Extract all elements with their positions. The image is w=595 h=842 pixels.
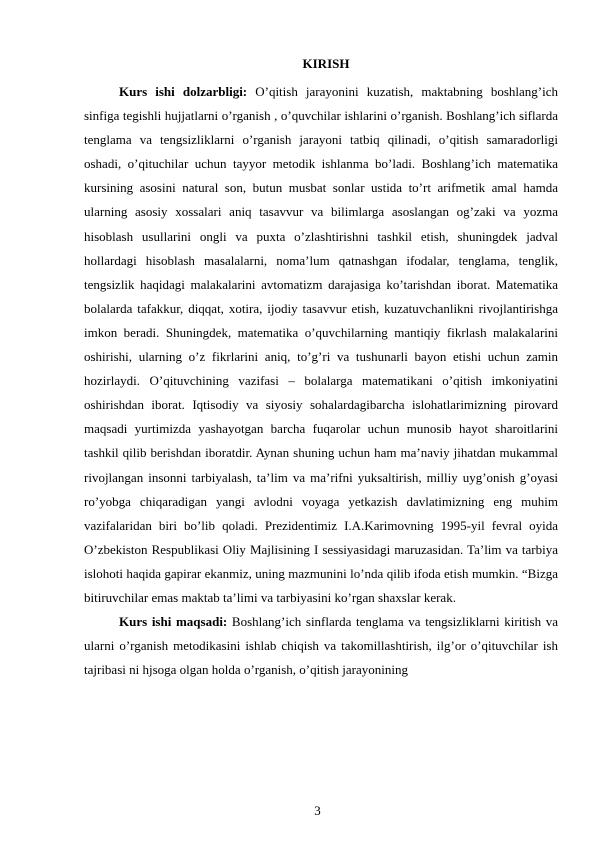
document-page bbox=[84, 56, 558, 682]
page-number: 3 bbox=[314, 803, 321, 818]
paragraph-relevance-heading: Kurs ishi dolzarbligi: bbox=[119, 84, 248, 99]
paragraph-relevance bbox=[84, 80, 558, 610]
paragraph-goal bbox=[84, 610, 558, 682]
paragraph-goal-text: Boshlang’ich sinflarda tenglama va tengsizliklarni kiritish va ularni o’rganish metodikasini ishlab chiqish va takomillashtirish, ilg’or o’qituvchilar ish tajribasi ni hjsoga olgan holda o’rganish, o’qitish jarayonining bbox=[84, 614, 558, 678]
section-title: KIRISH bbox=[302, 56, 350, 71]
paragraph-relevance-text: O’qitish jarayonini kuzatish, maktabning boshlang’ich sinfiga tegishli hujjatlarni o’rganish , o’quvchilar ishlarini o’rganish. Boshlang’ich siflarda tenglama va tengsizliklarni o’rganish jarayoni tatbiq qilinadi, o’qitish samaradorligi oshadi, o’qituchilar uchun tayyor metodik ishlanma bo’ladi. Boshlang’ich matematika kursining asosini natural son, butun musbat sonlar ustida to’rt arifmetik amal hamda ularning asosiy xossalari aniq tasavvur va bilimlarga asoslangan og’zaki va yozma hisoblash usullarini ongli va puxta o’zlashtirishni tashkil etish, shuningdek jadval hollardagi hisoblash masalalarni, noma’lum qatnashgan ifodalar, tenglama, tenglik, tengsizlik haqidagi malakalarini avtomatizm darajasiga ko’tarishdan iborat. Matematika bolalarda tafakkur, diqqat, xotira, ijodiy tasavvur etish, kuzatuvchanlikni rivojlantirishga imkon beradi. Shuningdek, matematika o’quvchilarning mantiqiy fikrlash malakalarini oshirishi, ularning o’z fikrlarini aniq, to’g’ri va tushunarli bayon etishi uchun zamin hozirlaydi. O’qituvchining vazifasi – bolalarga matematikani o’qitish imkoniyatini oshirishdan iborat. Iqtisodiy va siyosiy sohalardagibarcha islohatlarimizning pirovard maqsadi yurtimizda yashayotgan barcha fuqarolar uchun munosib hayot sharoitlarini tashkil qilib berishdan iboratdir. Aynan shuning uchun ham ma’naviy jihatdan mukammal rivojlangan insonni tarbiyalash, ta’lim va ma’rifni yuksaltirish, milliy uyg’onish g’oyasi ro’yobga chiqaradigan yangi avlodni voyaga yetkazish davlatimizning eng muhim vazifalaridan biri bo’lib qoladi. Prezidentimiz I.A.Karimovning 1995-yil fevral oyida O’zbekiston Respublikasi Oliy Majlisining I sessiyasidagi maruzasidan. Ta’lim va tarbiya islohoti haqida gapirar ekanmiz, uning mazmunini lo’nda qilib ifoda etish mumkin. “Bizga bitiruvchilar emas maktab ta’limi va tarbiyasini ko’rgan shaxslar kerak. bbox=[84, 84, 558, 605]
paragraph-goal-heading: Kurs ishi maqsadi: bbox=[119, 614, 228, 630]
